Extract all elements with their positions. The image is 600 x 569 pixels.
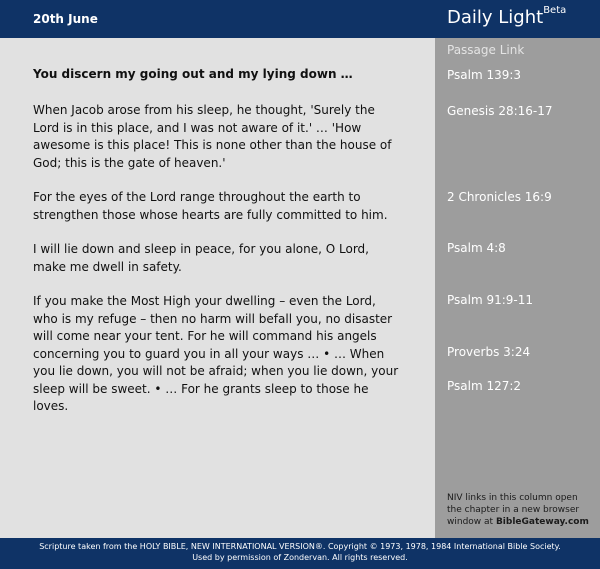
sidebar-note-text: NIV links in this column open the chapter in a new browser window at: [447, 493, 580, 527]
passage-link-genesis-28[interactable]: Genesis 28:16-17: [447, 104, 553, 118]
reading-paragraph: I will lie down and sleep in peace, for you alone, O Lord, make me dwell in safety.: [33, 242, 369, 274]
passage-link-2-chronicles-16[interactable]: 2 Chronicles 16:9: [447, 190, 552, 204]
header-bar: [0, 0, 600, 38]
sidebar-note: [447, 492, 592, 528]
footer-bar: [0, 538, 600, 569]
date-label: 20th June: [33, 12, 98, 26]
app-title-text: Daily Light: [447, 7, 544, 28]
passage-link-psalm-91[interactable]: Psalm 91:9-11: [447, 293, 534, 307]
passage-link-psalm-127[interactable]: Psalm 127:2: [447, 379, 522, 393]
reading-paragraph: For the eyes of the Lord range throughout the earth to strengthen those whose hearts are fully committed to him.: [33, 190, 388, 222]
copyright-line-2: Used by permission of Zondervan. All rights reserved.: [192, 553, 408, 562]
reading-paragraph: When Jacob arose from his sleep, he thought, 'Surely the Lord is in this place, and I was not aware of it.' … 'How awesome is this place! This is none other than the house of God; this is the gate of heaven.': [33, 103, 392, 170]
reading-panel: [0, 38, 435, 538]
passage-link-heading: Passage Link: [447, 43, 525, 57]
app-title: [447, 7, 566, 28]
passage-link-psalm-4[interactable]: Psalm 4:8: [447, 241, 506, 255]
passage-link-sidebar: [435, 38, 600, 538]
beta-badge: Beta: [543, 5, 567, 16]
biblegateway-link[interactable]: BibleGateway.com: [495, 517, 589, 527]
passage-link-psalm-139[interactable]: Psalm 139:3: [447, 68, 522, 82]
copyright-line-1: Scripture taken from the HOLY BIBLE, NEW INTERNATIONAL VERSION®. Copyright © 1973, 1978, 1984 International Bible Society.: [39, 542, 561, 551]
copyright-notice: [0, 541, 600, 563]
reading-heading: You discern my going out and my lying down …: [33, 67, 353, 81]
reading-paragraph: If you make the Most High your dwelling – even the Lord, who is my refuge – then no harm will befall you, no disaster will come near your tent. For he will command his angels concerning you to guard you in all your ways … • … When you lie down, you will not be afraid; when you lie down, your sleep will be sweet. • … For he grants sleep to those he loves.: [33, 294, 399, 413]
passage-link-proverbs-3[interactable]: Proverbs 3:24: [447, 345, 531, 359]
